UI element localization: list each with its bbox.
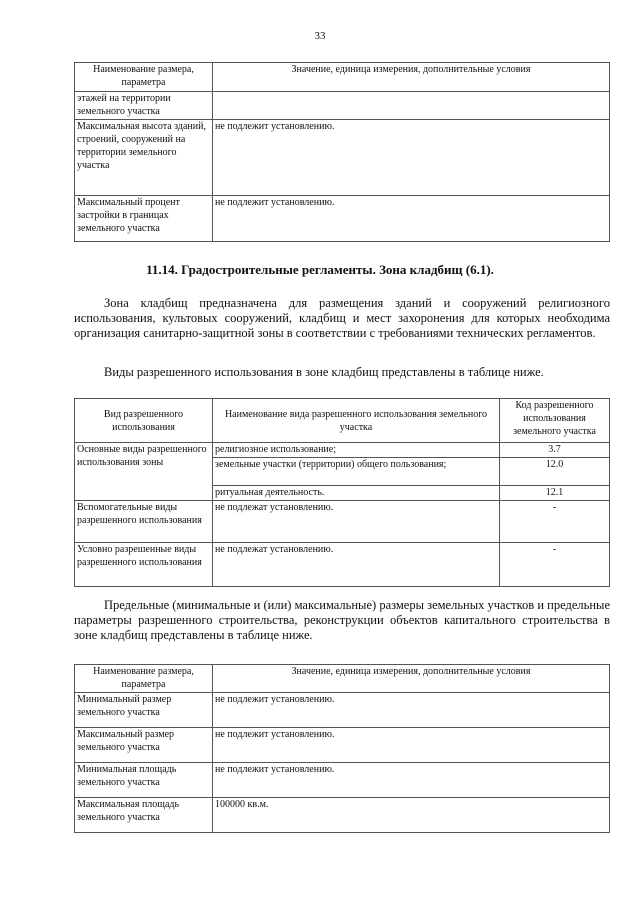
table1-cell-param: Максимальная высота зданий, строений, сооружений на территории земельного участка (75, 120, 213, 196)
table1-cell-value (213, 92, 610, 120)
table-row (75, 693, 610, 728)
limits-table (74, 664, 610, 833)
table-row (75, 728, 610, 763)
table1-header-param: Наименование размера, параметра (75, 63, 213, 92)
table1-cell-value: не подлежит установлению. (213, 196, 610, 242)
table2-cond-name: не подлежат установлению. (213, 543, 500, 587)
table2-main-code: 3.7 (500, 443, 610, 458)
table2-aux-code: - (500, 501, 610, 543)
table3-cell-value: не подлежит установлению. (213, 728, 610, 763)
table3-cell-param: Максимальный размер земельного участка (75, 728, 213, 763)
table3-header-value: Значение, единица измерения, дополнительные условия (213, 665, 610, 693)
paragraph-zone-purpose: Зона кладбищ предназначена для размещения зданий и сооружений религиозного использования, культовых сооружений, кладбищ и мест захоронения для которых необходима организация санитарно-защитной зоны в соответствии с требованиями технических регламентов. (74, 296, 610, 340)
table3-cell-value: не подлежит установлению. (213, 763, 610, 798)
section-heading: 11.14. Градостроительные регламенты. Зона кладбищ (6.1). (146, 262, 494, 277)
table2-main-label: Основные виды разрешенного использования зоны (75, 443, 213, 501)
table1-cell-param: этажей на территории земельного участка (75, 92, 213, 120)
table2-header-code: Код разрешенного использования земельного участка (500, 399, 610, 443)
table2-main-name: религиозное использование; (213, 443, 500, 458)
table2-cond-label: Условно разрешенные виды разрешенного использования (75, 543, 213, 587)
table2-header-name: Наименование вида разрешенного использования земельного участка (213, 399, 500, 443)
table1-header-value: Значение, единица измерения, дополнительные условия (213, 63, 610, 92)
table2-main-name: земельные участки (территории) общего пользования; (213, 458, 500, 486)
table1-cell-value: не подлежит установлению. (213, 120, 610, 196)
paragraph-usage-types-intro: Виды разрешенного использования в зоне кладбищ представлены в таблице ниже. (104, 365, 544, 379)
table2-header-type: Вид разрешенного использования (75, 399, 213, 443)
table-row (75, 120, 610, 196)
table-row (75, 501, 610, 543)
page-number: 33 (314, 30, 326, 42)
table2-main-code: 12.0 (500, 458, 610, 486)
table2-main-name: ритуальная деятельность. (213, 486, 500, 501)
table-row (75, 763, 610, 798)
table-row (75, 92, 610, 120)
table3-cell-value: не подлежит установлению. (213, 693, 610, 728)
table2-main-code: 12.1 (500, 486, 610, 501)
table3-cell-value: 100000 кв.м. (213, 798, 610, 833)
table-row (75, 798, 610, 833)
table3-cell-param: Минимальная площадь земельного участка (75, 763, 213, 798)
usage-types-table (74, 398, 610, 587)
paragraph-limits-intro: Предельные (минимальные и (или) максимальные) размеры земельных участков и предельные параметры разрешенного строительства, реконструкции объектов капитального строительства в зоне кладбищ представлены в таблице ниже. (74, 598, 610, 642)
parameters-table-continued (74, 62, 610, 242)
table2-cond-code: - (500, 543, 610, 587)
table3-cell-param: Максимальная площадь земельного участка (75, 798, 213, 833)
table-row (75, 443, 610, 458)
table3-header-param: Наименование размера, параметра (75, 665, 213, 693)
table1-cell-param: Максимальный процент застройки в границах земельного участка (75, 196, 213, 242)
table-row (75, 196, 610, 242)
table3-cell-param: Минимальный размер земельного участка (75, 693, 213, 728)
table2-aux-name: не подлежат установлению. (213, 501, 500, 543)
table-row (75, 543, 610, 587)
table2-aux-label: Вспомогательные виды разрешенного использования (75, 501, 213, 543)
